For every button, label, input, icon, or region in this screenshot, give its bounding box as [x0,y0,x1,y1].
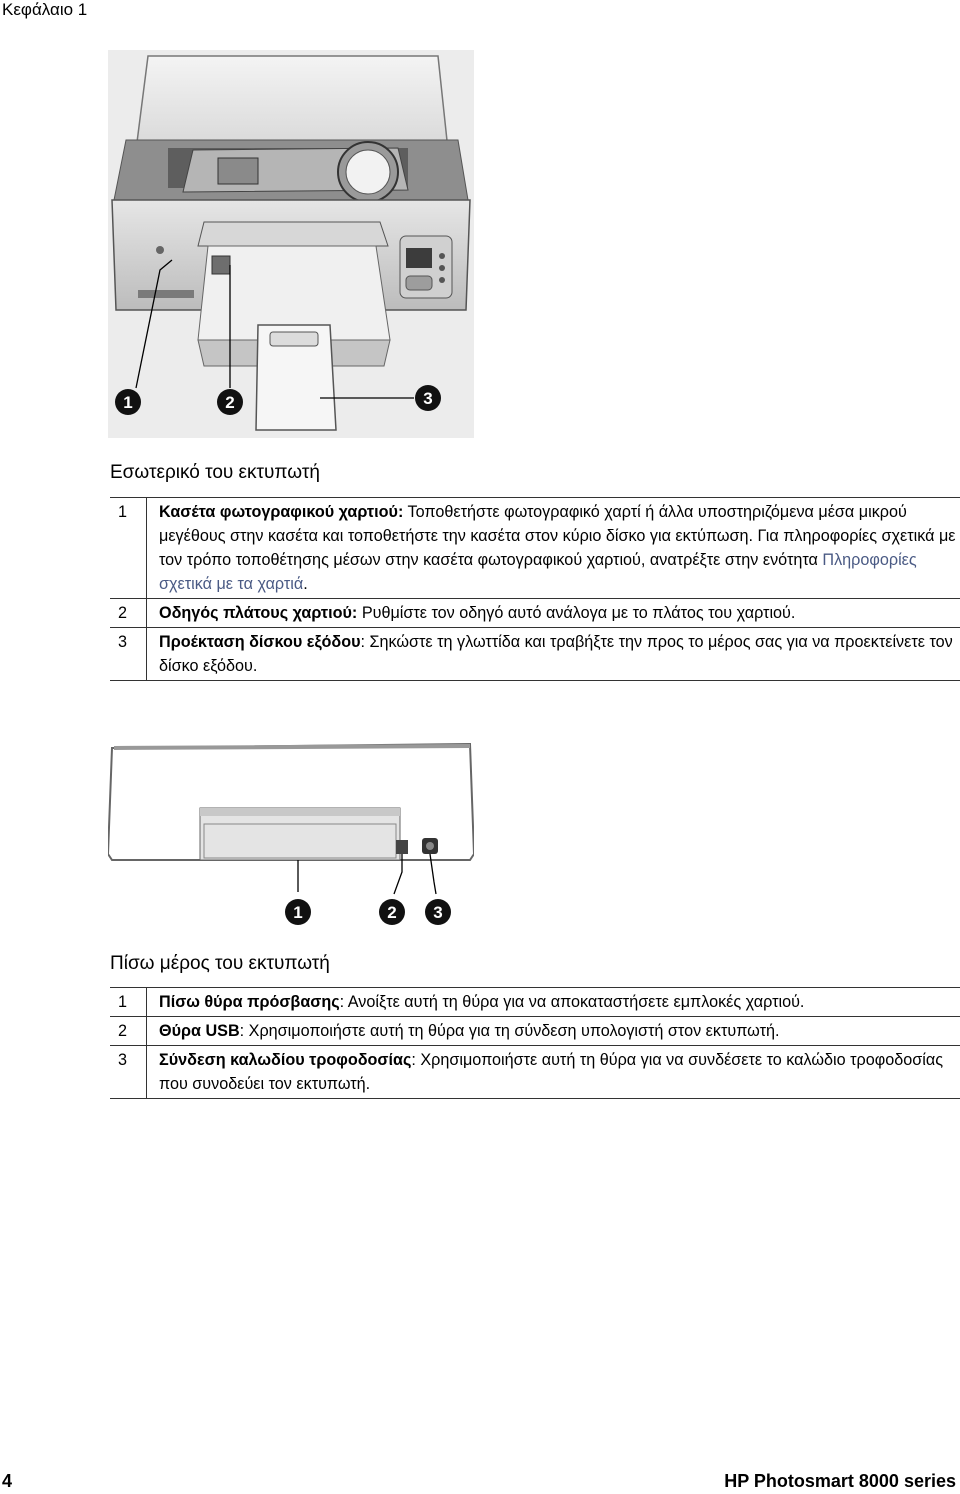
row-text: : Χρησιμοποιήστε αυτή τη θύρα για τη σύνδεση υπολογιστή στον εκτυπωτή. [239,1022,780,1040]
callout-3-badge [415,385,441,411]
row-number: 3 [110,628,147,681]
row-number: 3 [110,1046,147,1099]
row-number: 2 [110,1017,147,1046]
table-row [110,988,960,1017]
back-legend-table [110,987,960,1099]
row-term: Πίσω θύρα πρόσβασης [159,993,340,1011]
row-term: Προέκταση δίσκου εξόδου [159,633,361,651]
row-description [147,498,960,599]
row-text: Τοποθετήστε φωτογραφικό χαρτί ή άλλα υποστηριζόμενα μέσα μικρού μεγέθους στην κασέτα και τοποθετήστε την κασέτα στον κύριο δίσκο για εκτύπωση. Για πληροφορίες σχετικά με τον τρόπο τοποθέτησης μέσων στην κασέτα φωτογραφικού χαρτιού, ανατρέξτε στην ενότητα [159,503,956,569]
svg-text:2: 2 [225,393,235,412]
row-term: Κασέτα φωτογραφικού χαρτιού: [159,503,404,521]
row-description [147,599,960,628]
row-description [147,988,960,1017]
svg-text:1: 1 [293,903,303,922]
row-description [147,1046,960,1099]
section-heading-interior: Εσωτερικό του εκτυπωτή [110,462,320,483]
table-row [110,1046,960,1099]
page-number: 4 [2,1471,13,1491]
table-row [110,599,960,628]
table-row [110,1017,960,1046]
row-number: 2 [110,599,147,628]
row-description [147,628,960,681]
row-term: Θύρα USB [159,1022,240,1040]
row-term: Σύνδεση καλωδίου τροφοδοσίας [159,1051,412,1069]
callout-3-badge [425,899,451,925]
callout-2-badge [217,389,243,415]
printer-back-figure [108,742,474,930]
paper-info-link[interactable]: Πληροφορίες σχετικά με τα χαρτιά [159,551,917,593]
svg-text:2: 2 [387,903,397,922]
row-text: : Σηκώστε τη γλωττίδα και τραβήξτε την προς το μέρος σας για να προεκτείνετε τον δίσκο εξόδου. [159,633,953,675]
row-description [147,1017,960,1046]
callout-1-badge [115,389,141,415]
row-text: : Ανοίξτε αυτή τη θύρα για να αποκαταστήσετε εμπλοκές χαρτιού. [339,993,805,1011]
product-name: HP Photosmart 8000 series [724,1471,956,1491]
callout-2-badge [379,899,405,925]
chapter-header: Κεφάλαιο 1 [2,0,88,19]
printer-interior-figure [108,50,474,438]
svg-text:3: 3 [433,903,443,922]
interior-legend-table [110,497,960,681]
row-number: 1 [110,988,147,1017]
svg-text:1: 1 [123,393,133,412]
row-text: : Χρησιμοποιήστε αυτή τη θύρα για να συνδέσετε το καλώδιο τροφοδοσίας που συνοδεύει τον εκτυπωτή. [159,1051,943,1093]
row-number: 1 [110,498,147,599]
row-text-end: . [303,575,308,593]
callout-1-badge [285,899,311,925]
table-row [110,498,960,599]
row-term: Οδηγός πλάτους χαρτιού: [159,604,358,622]
section-heading-back: Πίσω μέρος του εκτυπωτή [110,953,330,974]
row-text: Ρυθμίστε τον οδηγό αυτό ανάλογα με το πλάτος του χαρτιού. [357,604,796,622]
table-row [110,628,960,681]
svg-text:3: 3 [423,389,433,408]
